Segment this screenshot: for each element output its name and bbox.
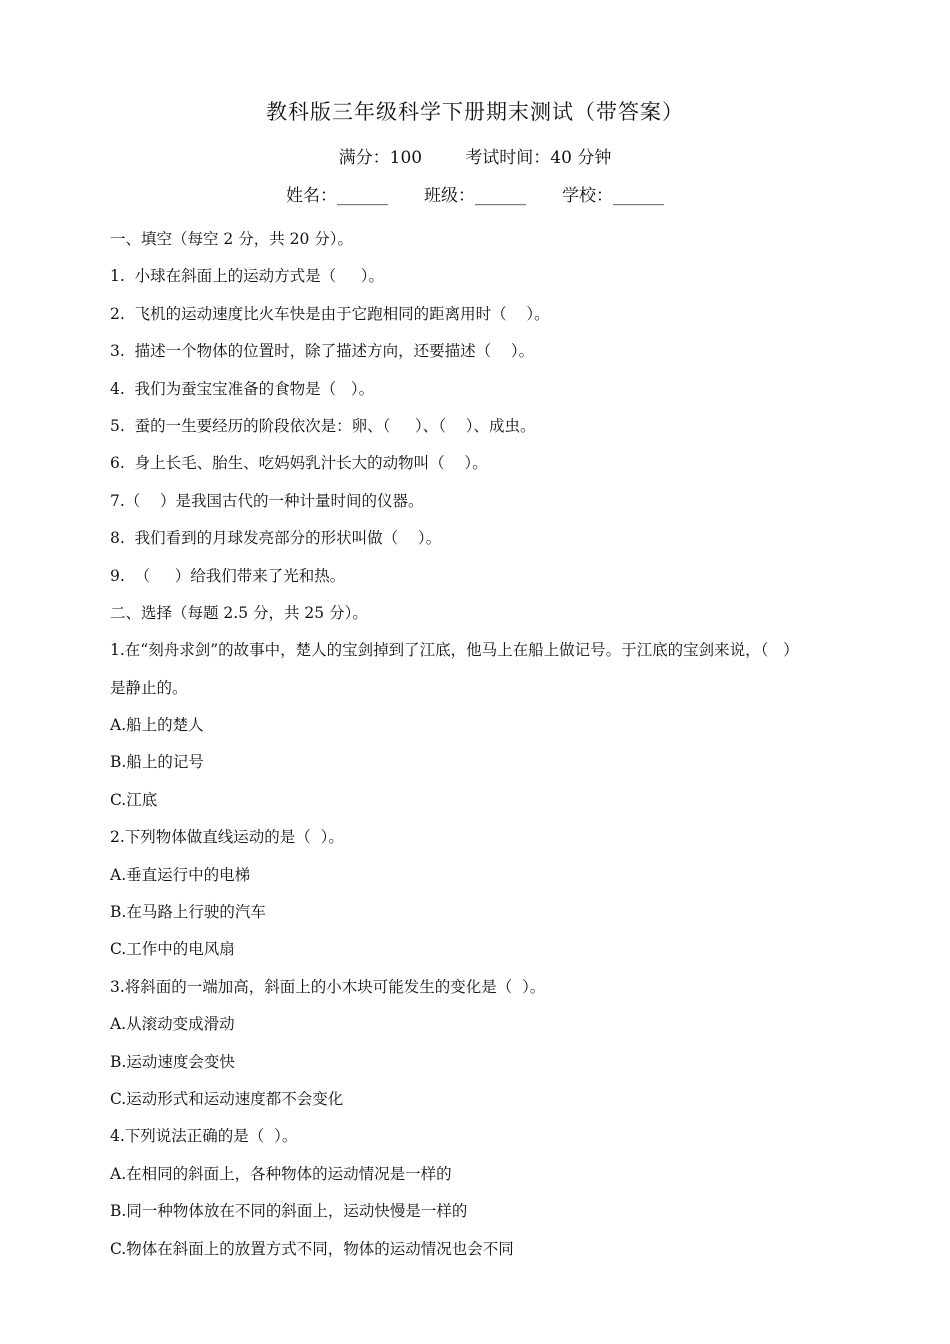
fill-blank-item: 8. 我们看到的月球发亮部分的形状叫做（ ）。: [110, 529, 442, 548]
choice-option: C.物体在斜面上的放置方式不同，物体的运动情况也会不同: [110, 1239, 514, 1258]
student-info-line: [0, 184, 950, 208]
choice-option: B.运动速度会变快: [110, 1052, 235, 1071]
class-field: 班级：______: [424, 186, 526, 206]
choice-option: B.在马路上行驶的汽车: [110, 903, 266, 922]
choice-option: A.从滚动变成滑动: [110, 1015, 235, 1034]
choice-question: 2.下列物体做直线运动的是（ ）。: [110, 828, 344, 847]
school-field: 学校：______: [562, 186, 664, 206]
fill-blank-item: 4. 我们为蚕宝宝准备的食物是（ ）。: [110, 379, 375, 398]
exam-time: 考试时间：40 分钟: [465, 148, 612, 168]
fill-blank-item: 2. 飞机的运动速度比火车快是由于它跑相同的距离用时（ ）。: [110, 304, 550, 323]
document-title: 教科版三年级科学下册期末测试（带答案）: [266, 100, 684, 124]
fill-blank-item: 1. 小球在斜面上的运动方式是（ ）。: [110, 267, 385, 286]
exam-content: [110, 221, 850, 1268]
section-heading-fill-blank: 一、填空（每空 2 分，共 20 分）。: [110, 230, 354, 248]
full-score: 满分：100: [338, 148, 423, 168]
choice-option: A.在相同的斜面上，各种物体的运动情况是一样的: [110, 1164, 452, 1183]
choice-option: B.船上的记号: [110, 753, 204, 772]
choice-option: C.运动形式和运动速度都不会变化: [110, 1089, 344, 1108]
choice-question: 3.将斜面的一端加高，斜面上的小木块可能发生的变化是（ ）。: [110, 977, 546, 996]
fill-blank-item: 7.（ ）是我国古代的一种计量时间的仪器。: [110, 491, 424, 510]
choice-option: A.垂直运行中的电梯: [110, 865, 251, 884]
fill-blank-item: 6. 身上长毛、胎生、吃妈妈乳汁长大的动物叫（ ）。: [110, 454, 488, 473]
section-heading-choice: 二、选择（每题 2.5 分，共 25 分）。: [110, 603, 368, 622]
choice-question: 4.下列说法正确的是（ ）。: [110, 1127, 298, 1146]
choice-question-continued: 是静止的。: [110, 678, 188, 697]
exam-info-line: [0, 146, 950, 170]
name-field: 姓名：______: [286, 186, 388, 206]
fill-blank-item: 5. 蚕的一生要经历的阶段依次是：卵、（ ）、（ ）、成虫。: [110, 416, 536, 435]
choice-option: B.同一种物体放在不同的斜面上，运动快慢是一样的: [110, 1202, 468, 1221]
choice-question: 1.在“刻舟求剑”的故事中，楚人的宝剑掉到了江底，他马上在船上做记号。于江底的宝剑来说，（ ）: [110, 641, 799, 660]
fill-blank-item: 3. 描述一个物体的位置时，除了描述方向，还要描述（ ）。: [110, 342, 535, 361]
fill-blank-item: 9. （ ）给我们带来了光和热。: [110, 566, 346, 585]
choice-option: C.工作中的电风扇: [110, 940, 235, 959]
choice-option: C.江底: [110, 790, 158, 809]
choice-option: A.船上的楚人: [110, 716, 204, 735]
